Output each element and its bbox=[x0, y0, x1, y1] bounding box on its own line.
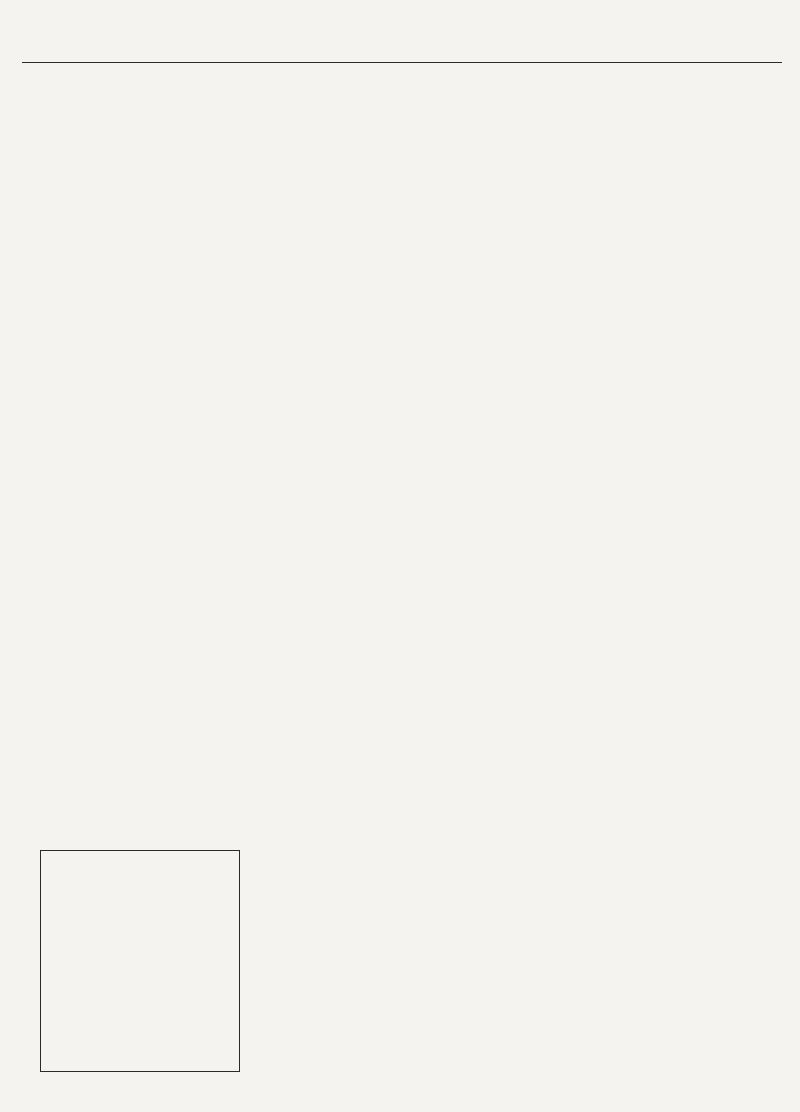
editorial-heading bbox=[720, 850, 782, 1070]
notice-box bbox=[40, 850, 240, 1072]
header-rule bbox=[22, 62, 782, 63]
obituary-text bbox=[340, 72, 702, 612]
editorial-text bbox=[300, 625, 720, 1095]
newsletter-header bbox=[0, 0, 800, 62]
summer-retreat-notice bbox=[49, 859, 231, 1063]
conference-text bbox=[22, 72, 218, 612]
obituary-heading bbox=[702, 110, 764, 320]
conference-heading bbox=[220, 110, 338, 610]
